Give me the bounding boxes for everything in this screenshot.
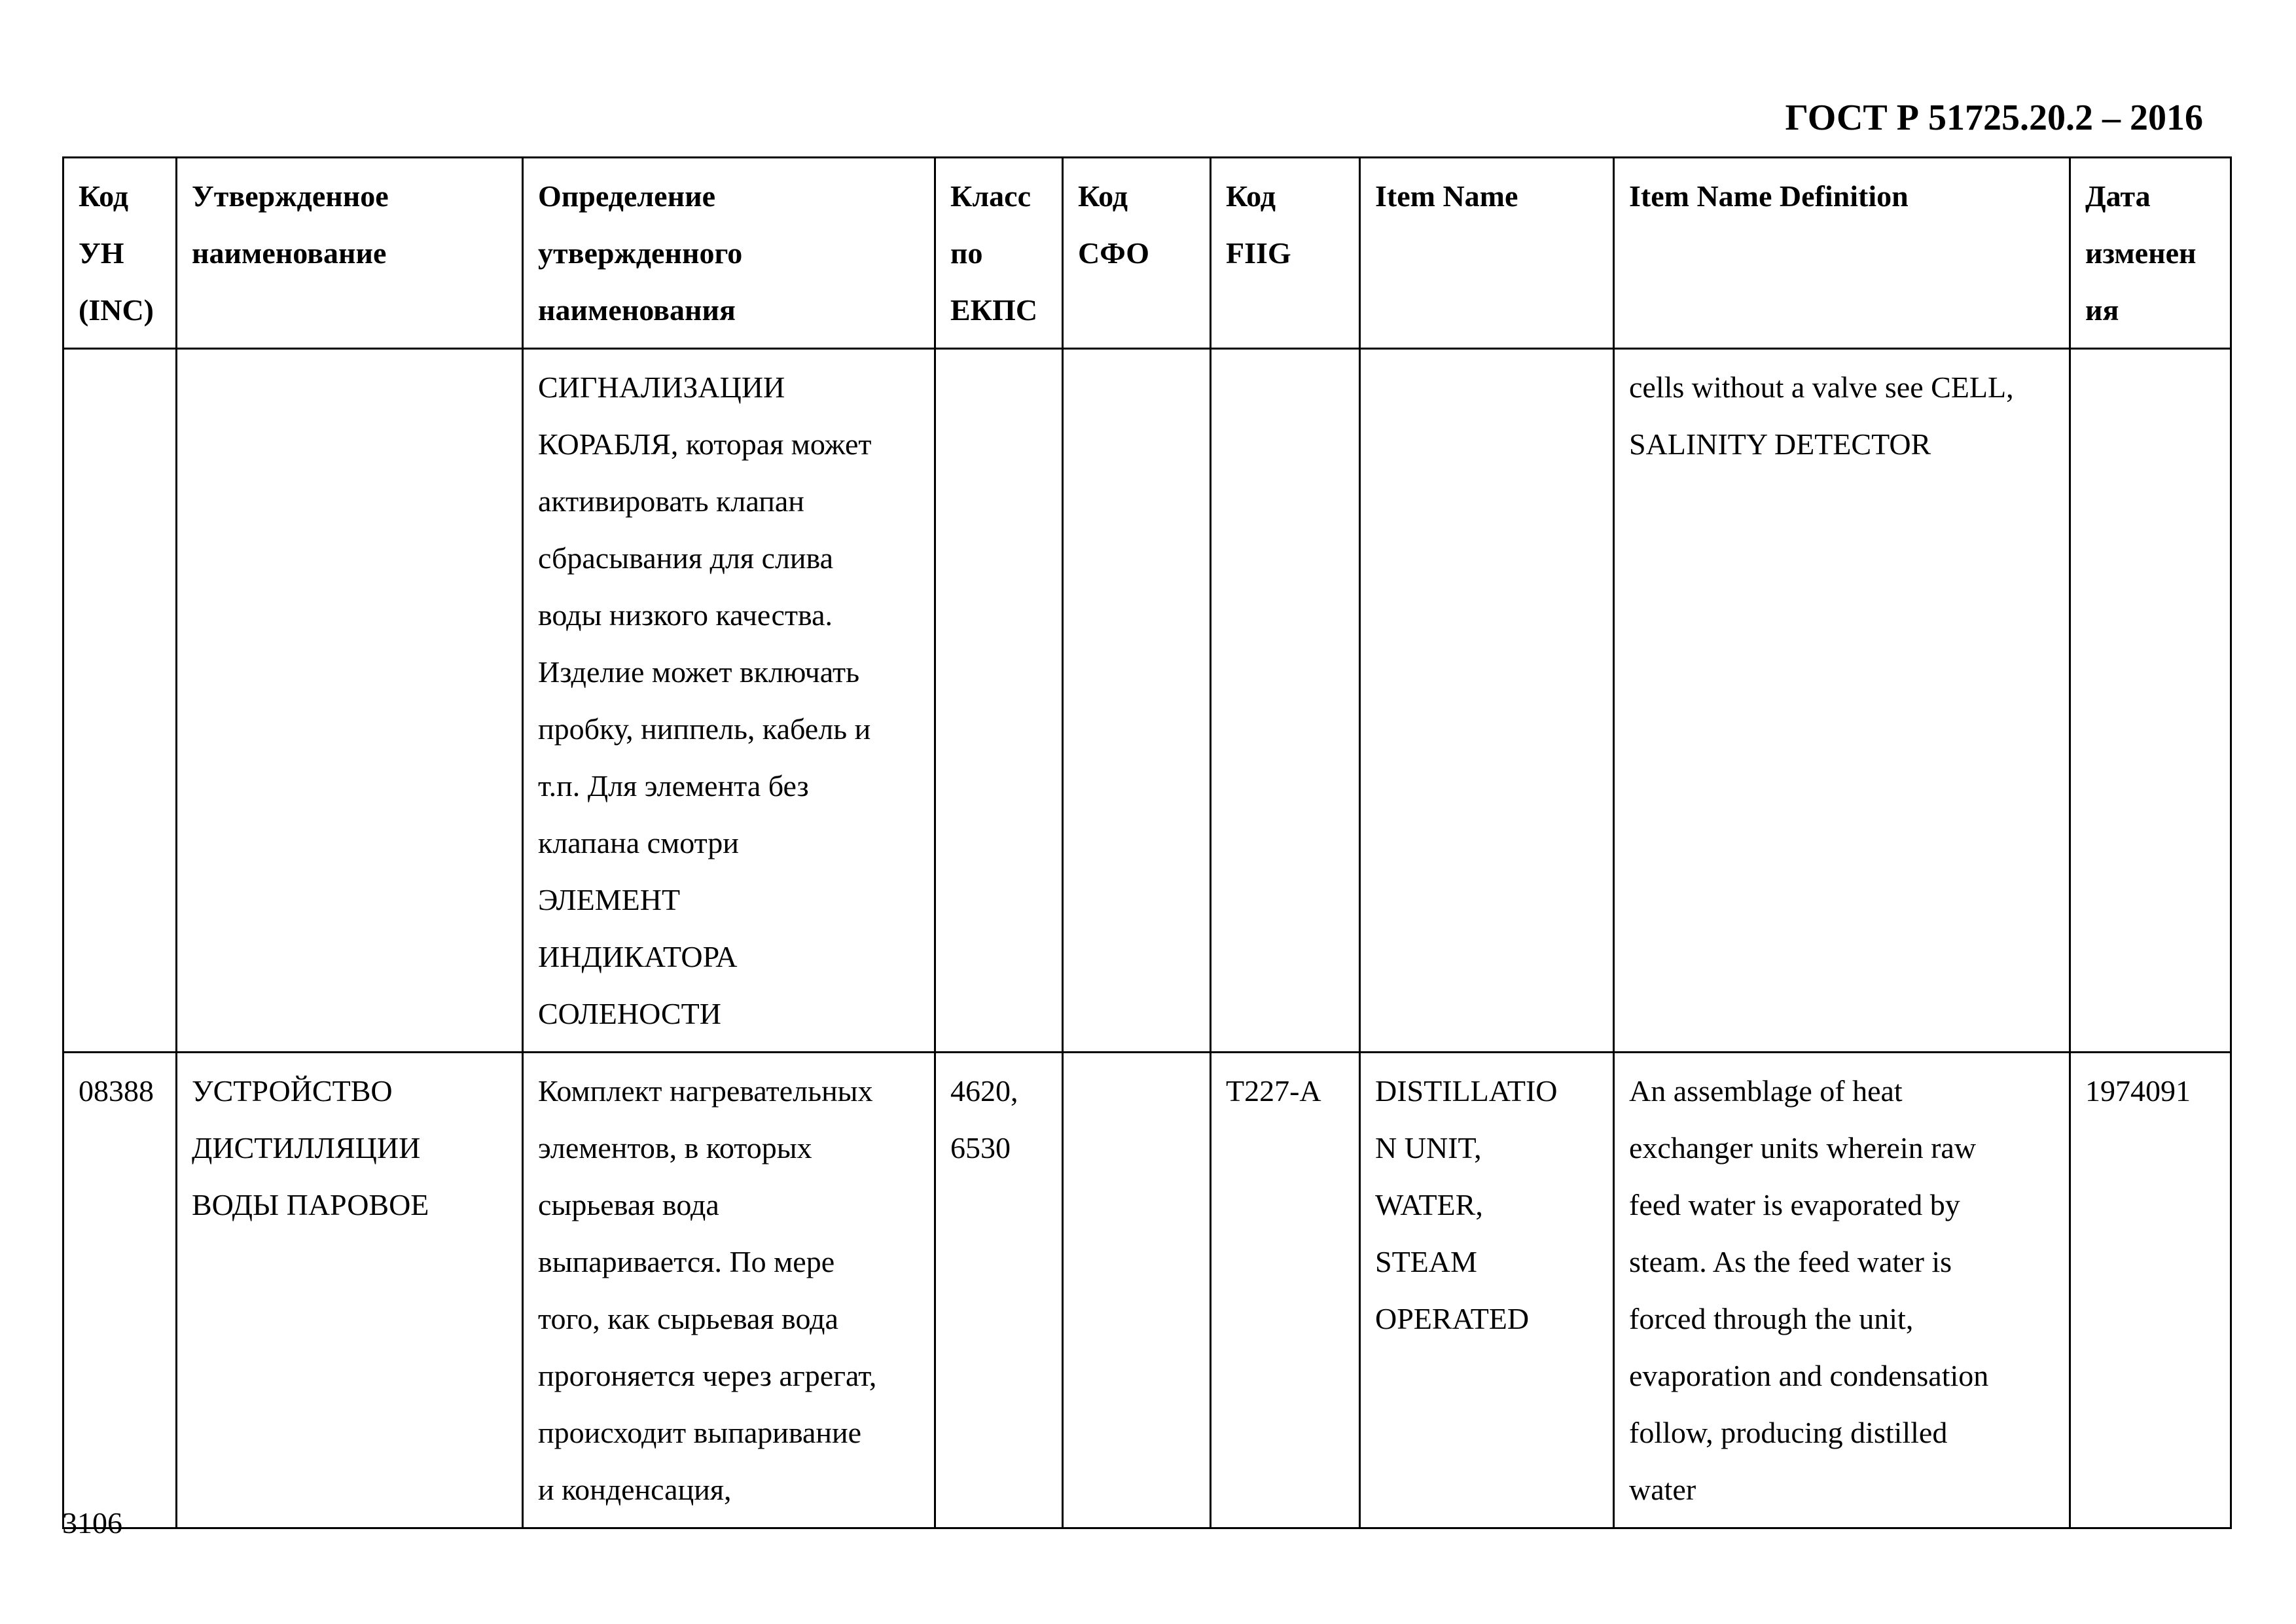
cell-fiig-code bbox=[1211, 349, 1360, 1053]
column-header-change-date: Дата изменен ия bbox=[2070, 158, 2231, 349]
cell-sfo-code bbox=[1063, 1053, 1211, 1528]
cell-approved-name: УСТРОЙСТВО ДИСТИЛЛЯЦИИ ВОДЫ ПАРОВОЕ bbox=[177, 1053, 523, 1528]
cell-sfo-code bbox=[1063, 349, 1211, 1053]
cell-item-name-definition: cells without a valve see CELL, SALINITY DETECTOR bbox=[1614, 349, 2070, 1053]
cell-fiig-code: T227-A bbox=[1211, 1053, 1360, 1528]
cell-change-date: 1974091 bbox=[2070, 1053, 2231, 1528]
page-number: 3106 bbox=[62, 1506, 122, 1540]
table-row bbox=[63, 1053, 2231, 1528]
cell-change-date bbox=[2070, 349, 2231, 1053]
cell-approved-name bbox=[177, 349, 523, 1053]
table-row bbox=[63, 349, 2231, 1053]
nomenclature-table bbox=[62, 156, 2232, 1529]
cell-inc: 08388 bbox=[63, 1053, 177, 1528]
column-header-fiig-code: Код FIIG bbox=[1211, 158, 1360, 349]
cell-ekps-class: 4620, 6530 bbox=[935, 1053, 1063, 1528]
cell-ekps-class bbox=[935, 349, 1063, 1053]
column-header-item-name: Item Name bbox=[1360, 158, 1614, 349]
table-header-row bbox=[63, 158, 2231, 349]
column-header-sfo-code: Код СФО bbox=[1063, 158, 1211, 349]
cell-definition: СИГНАЛИЗАЦИИ КОРАБЛЯ, которая может активировать клапан сбрасывания для слива воды низкого качества. Изделие может включать пробку, ниппель, кабель и т.п. Для элемента без клапана смотри ЭЛЕМЕНТ ИНДИКАТОРА СОЛЕНОСТИ bbox=[523, 349, 935, 1053]
cell-item-name-definition: An assemblage of heat exchanger units wherein raw feed water is evaporated by steam. As the feed water is forced through the unit, evaporation and condensation follow, producing distilled water bbox=[1614, 1053, 2070, 1528]
column-header-definition: Определение утвержденного наименования bbox=[523, 158, 935, 349]
document-code-header: ГОСТ Р 51725.20.2 – 2016 bbox=[1785, 98, 2203, 138]
column-header-item-name-definition: Item Name Definition bbox=[1614, 158, 2070, 349]
column-header-inc: Код УН (INC) bbox=[63, 158, 177, 349]
cell-item-name bbox=[1360, 349, 1614, 1053]
cell-definition: Комплект нагревательных элементов, в которых сырьевая вода выпаривается. По мере того, как сырьевая вода прогоняется через агрегат, происходит выпаривание и конденсация, bbox=[523, 1053, 935, 1528]
column-header-approved-name: Утвержденное наименование bbox=[177, 158, 523, 349]
column-header-ekps-class: Класс по ЕКПС bbox=[935, 158, 1063, 349]
cell-item-name: DISTILLATIO N UNIT, WATER, STEAM OPERATED bbox=[1360, 1053, 1614, 1528]
cell-inc bbox=[63, 349, 177, 1053]
